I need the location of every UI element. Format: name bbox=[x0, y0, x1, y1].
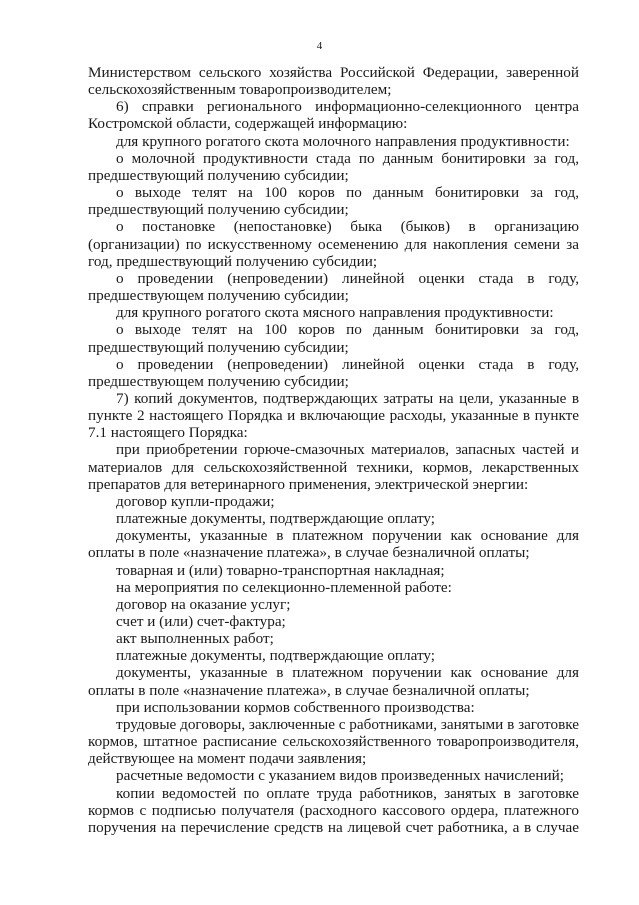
paragraph: для крупного рогатого скота мясного направления продуктивности: bbox=[116, 304, 554, 322]
paragraph: счет и (или) счет-фактура; bbox=[116, 613, 286, 630]
paragraph: о проведении (непроведении) линейной оценки стада в году, предшествующем получению субсидии; bbox=[88, 355, 579, 390]
paragraph: при приобретении горюче-смазочных материалов, запасных частей и материалов для сельскохозяйственной техники, кормов, лекарственных препаратов для ветеринарного применения, электрической энергии: bbox=[88, 441, 579, 493]
paragraph: о молочной продуктивности стада по данным бонитировки за год, предшествующий получению субсидии; bbox=[88, 149, 579, 184]
paragraph: на мероприятия по селекционно-племенной работе: bbox=[116, 578, 452, 596]
paragraph: расчетные ведомости с указанием видов произведенных начислений; bbox=[116, 767, 565, 785]
paragraph: платежные документы, подтверждающие оплату; bbox=[116, 647, 436, 665]
paragraph: договор купли-продажи; bbox=[116, 492, 275, 510]
paragraph: при использовании кормов собственного производства: bbox=[116, 698, 475, 716]
page-number: 4 bbox=[316, 40, 323, 52]
paragraph: платежные документы, подтверждающие оплату; bbox=[116, 510, 436, 528]
paragraph: 7) копий документов, подтверждающих затраты на цели, указанные в пункте 2 настоящего Порядка и включающие расходы, указанные в пункте 7.1 настоящего Порядка: bbox=[88, 389, 579, 442]
paragraph: договор на оказание услуг; bbox=[116, 595, 291, 613]
paragraph: 6) справки регионального информационно-селекционного центра Костромской области, содержащей информацию: bbox=[88, 98, 579, 133]
paragraph: копии ведомостей по оплате труда работников, занятых в заготовке кормов с подписью получателя (расходного кассового ордера, платежного поручения на перечисление средств на лицевой счет работника, а в случае bbox=[88, 784, 579, 836]
paragraph: о выходе телят на 100 коров по данным бонитировки за год, предшествующий получению субсидии; bbox=[88, 184, 579, 219]
paragraph: о постановке (непостановке) быка (быков) в организацию (организации) по искусственному осеменению для накопления семени за год, предшествующий получению субсидии; bbox=[88, 218, 579, 270]
document-text bbox=[88, 64, 579, 836]
paragraph: документы, указанные в платежном поручении как основание для оплаты в поле «назначение платежа», в случае безналичной оплаты; bbox=[88, 527, 579, 562]
paragraph: Министерством сельского хозяйства Российской Федерации, заверенной сельскохозяйственным товаропроизводителем; bbox=[88, 64, 579, 99]
paragraph: товарная и (или) товарно-транспортная накладная; bbox=[116, 561, 445, 579]
paragraph: трудовые договоры, заключенные с работниками, занятыми в заготовке кормов, штатное расписание сельскохозяйственного товаропроизводителя, действующее на момент подачи заявления; bbox=[88, 715, 579, 768]
paragraph: для крупного рогатого скота молочного направления продуктивности: bbox=[116, 132, 570, 150]
paragraph: документы, указанные в платежном поручении как основание для оплаты в поле «назначение платежа», в случае безналичной оплаты; bbox=[88, 664, 579, 699]
paragraph: о выходе телят на 100 коров по данным бонитировки за год, предшествующий получению субсидии; bbox=[88, 321, 579, 356]
paragraph: о проведении (непроведении) линейной оценки стада в году, предшествующем получению субсидии; bbox=[88, 269, 579, 305]
paragraph: акт выполненных работ; bbox=[116, 630, 274, 648]
